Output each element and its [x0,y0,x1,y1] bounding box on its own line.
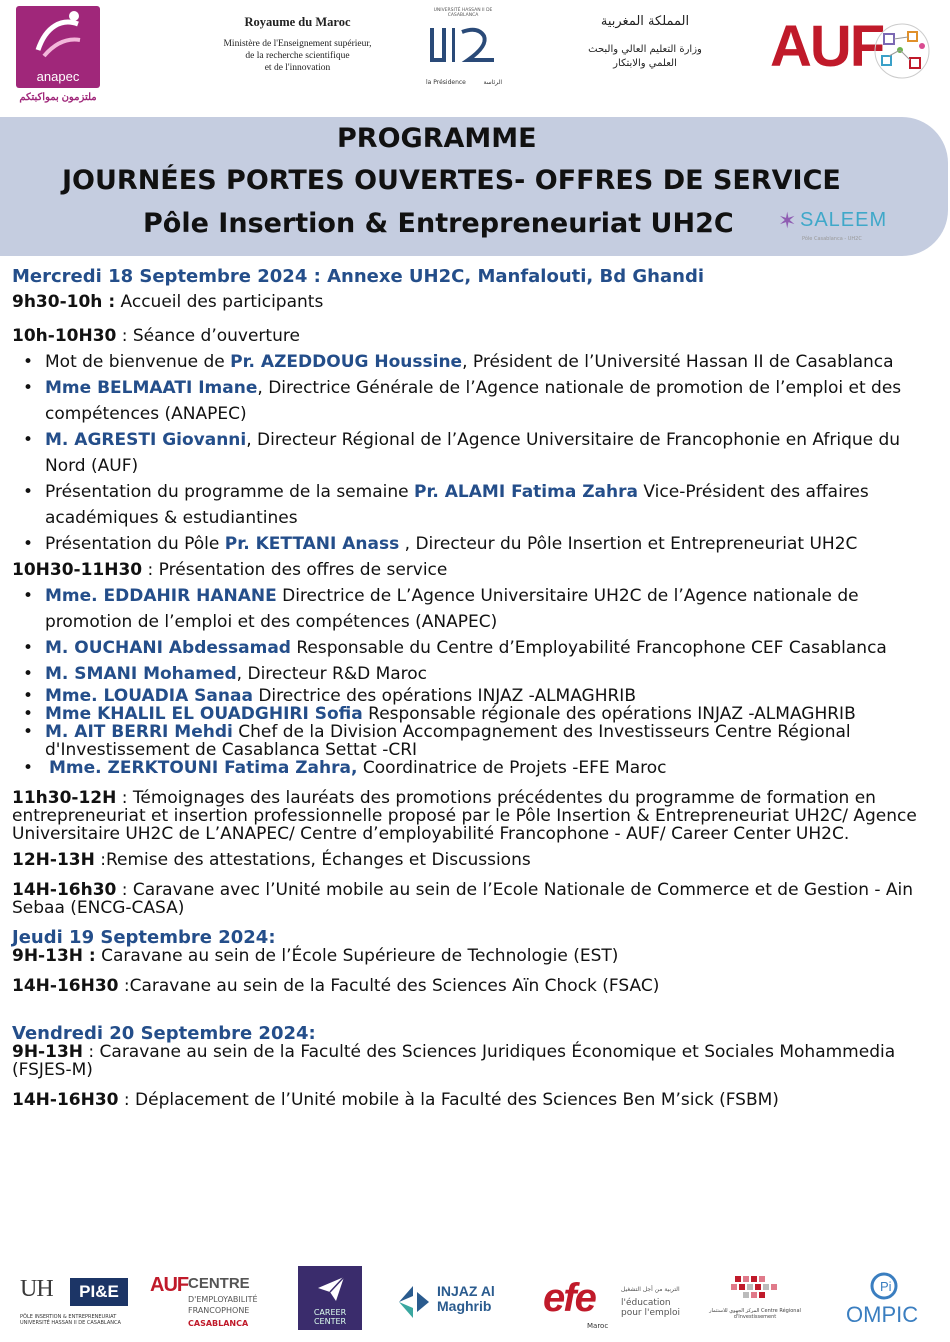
session-time: 9H-13H [12,1042,83,1062]
list-item: • Présentation du Pôle Pr. KETTANI Anass , Directeur du Pôle Insertion et Entrepreneuriat UH2C [45,531,946,557]
cef-sub: D'EMPLOYABILITÉ FRANCOPHONE [188,1295,258,1315]
saleem-star-icon: ✶ [778,209,797,234]
royaume-title: Royaume du Maroc [244,15,351,29]
auf-network-icon [870,20,934,82]
day-1-session-2 [12,323,946,349]
speaker-name: M. AGRESTI Giovanni [45,430,247,450]
session-text: Caravane au sein de l’École Supérieure de Technologie (EST) [95,946,619,966]
day-2-session-2 [12,977,946,995]
speaker-name: Pr. ALAMI Fatima Zahra [413,482,638,502]
anapec-logo [16,6,100,88]
session-time: 11h30-12H [12,788,117,808]
day-3-session-2 [12,1091,946,1109]
day-1-session-1 [12,289,946,315]
uh2c-logo [418,8,508,86]
speaker-name: Mme BELMAATI Imane [45,378,258,398]
session-text: : Présentation des offres de service [142,560,448,580]
injaz-mark-icon [395,1282,433,1320]
saleem-name: SALEEM [800,209,888,231]
arabic-title: المملكة المغربية [600,14,690,29]
speaker-name: Pr. KETTANI Anass [224,534,400,554]
cef-city: CASABLANCA [188,1319,249,1328]
day-2-title: Jeudi 19 Septembre 2024: [12,927,276,948]
session-time: 9h30-10h : [12,292,116,312]
session-text: :Caravane au sein de la Faculté des Sciences Aïn Chock (FSAC) [118,976,660,996]
cef-logo [150,1274,280,1330]
session-text: : Témoignages des lauréats des promotions précédentes du programme de formation en entrepreneuriat et insertion professionnelle proposé par le Pôle Insertion & Entrepreneuriat UH2C/ Agence Universitaire UH2C de L’ANAPEC/ Centre d’employabilité Francophone - AUF/ Career Center UH2C. [12,788,917,844]
session-time: 14H-16h30 [12,880,117,900]
arabic-ministry [575,43,715,71]
arabic-ministry-line-1: وزارة التعليم العالي والبحث [588,44,702,55]
day-2-session-1 [12,947,946,965]
efe-arabic: التربية من أجل التشغيل [621,1286,680,1293]
session-text: : Déplacement de l’Unité mobile à la Faculté des Sciences Ben M’sick (FSBM) [118,1090,779,1110]
speaker-name: M. SMANI Mohamed [45,664,237,684]
uh2c-presidence: la Présidence [426,79,466,86]
speaker-name: Mme KHALIL EL OUADGHIRI Sofia [45,704,363,724]
anapec-figure-icon [16,6,100,68]
day-1-session-3 [12,557,946,583]
efe-logo [543,1274,683,1330]
ple-uh-mark: UH [20,1276,53,1302]
list-item: • Mme. LOUADIA Sanaa Directrice des opérations INJAZ -ALMAGHRIB [45,687,946,705]
list-item: • Mme. ZERKTOUNI Fatima Zahra, Coordinatrice de Projets -EFE Maroc [45,759,946,777]
list-item: • Présentation du programme de la semaine Pr. ALAMI Fatima Zahra Vice-Président des affaires académiques & estudiantines [45,479,946,531]
day-3-session-1 [12,1043,946,1079]
session-time: 9H-13H : [12,946,96,966]
list-item: • Mme BELMAATI Imane, Directrice Générale de l’Agence nationale de promotion de l’emploi et des compétences (ANAPEC) [45,375,946,427]
ompic-logo [846,1270,926,1330]
service-offers-list-compact [12,687,946,777]
ompic-mark-icon [866,1270,906,1302]
session-text: : Caravane avec l’Unité mobile au sein de l’Ecole Nationale de Commerce et de Gestion - Ain Sebaa (ENCG-CASA) [12,880,914,918]
session-text: :Remise des attestations, Échanges et Discussions [94,850,531,870]
uh2c-emblem-icon [418,18,508,78]
uh2c-presidence-ar: الرئاسة [483,79,502,86]
day-1-session-4 [12,789,946,843]
auf-logo: AUF [770,14,884,79]
career-center-logo [298,1266,362,1330]
day-3-title: Vendredi 20 Septembre 2024: [12,1023,316,1044]
list-item: • Mme KHALIL EL OUADGHIRI Sofia Responsable régionale des opérations INJAZ -ALMAGHRIB [45,705,946,723]
cri-caption: المركز الجهوي للاستثمار Centre Régional d'Investissement [709,1308,801,1320]
ministere-name [205,38,390,74]
title-banner [0,117,948,256]
day-1-session-6 [12,881,946,917]
speaker-name: Mme. ZERKTOUNI Fatima Zahra, [49,758,358,778]
session-text: : Séance d’ouverture [116,326,300,346]
list-item: • M. SMANI Mohamed, Directeur R&D Maroc [45,661,946,687]
efe-french: l'éducation pour l'emploi [621,1298,680,1318]
saleem-logo [778,209,898,249]
arabic-ministry-line-2: العلمي والابتكار [613,58,677,69]
speaker-name: Mme. EDDAHIR HANANE [45,586,277,606]
session-time: 10H30-11H30 [12,560,143,580]
session-time: 14H-16H30 [12,976,119,996]
day-1-session-5 [12,851,946,869]
cef-title: CENTRE [188,1275,250,1292]
anapec-name: anapec [36,69,80,84]
banner-line-event: JOURNÉES PORTES OUVERTES- OFFRES DE SERVICE [62,165,841,196]
cef-auf-mark: AUF [150,1274,189,1296]
efe-mark: efe [543,1276,595,1320]
ple-box: PI&E [70,1278,128,1306]
banner-line-programme: PROGRAMME [337,123,537,154]
session-time: 14H-16H30 [12,1090,119,1110]
opening-speakers-list [12,349,946,557]
session-time: 10h-10H30 [12,326,117,346]
career-center-label: CAREER CENTER [313,1308,347,1326]
arabic-ministry-block [575,14,715,71]
efe-maroc: Maroc [587,1322,609,1330]
speaker-name: Pr. AZEDDOUG Houssine [230,352,463,372]
list-item: • Mme. EDDAHIR HANANE Directrice de L’Agence Universitaire UH2C de l’Agence nationale de promotion de l’emploi et des compétences (ANAPEC) [45,583,946,635]
paper-plane-icon [316,1274,346,1304]
ple-logo [20,1276,130,1326]
ompic-name: OMPIC [846,1302,919,1327]
svg-text:Pi: Pi [880,1279,892,1294]
footer-logos [0,1262,950,1342]
session-time: 12H-13H [12,850,95,870]
banner-line-pole: Pôle Insertion & Entrepreneuriat UH2C [143,208,734,239]
cri-mosaic-icon [705,1272,805,1306]
list-item: • M. AGRESTI Giovanni, Directeur Régional de l’Agence Universitaire de Francophonie en Afrique du Nord (AUF) [45,427,946,479]
ministere-line-2: de la recherche scientifique [245,51,350,61]
injaz-logo [395,1282,525,1322]
speaker-name: M. OUCHANI Abdessamad [45,638,291,658]
day-1-title: Mercredi 18 Septembre 2024 : Annexe UH2C, Manfalouti, Bd Ghandi [12,266,705,287]
injaz-name: INJAZ Al Maghrib [437,1283,495,1314]
session-text: : Caravane au sein de la Faculté des Sciences Juridiques Économique et Sociales Mohammedia (FSJES-M) [12,1042,896,1080]
session-text: Accueil des participants [115,292,324,312]
cri-logo [705,1272,805,1328]
speaker-name: M. AIT BERRI Mehdi [45,722,233,742]
list-item: • Mot de bienvenue de Pr. AZEDDOUG Houssine, Président de l’Université Hassan II de Casablanca [45,349,946,375]
service-offers-list [12,583,946,687]
royaume-block [205,15,390,74]
saleem-sub: Pôle Casablanca - UH2C [802,236,862,242]
anapec-slogan: ملتزمون بمواكبتكم [19,92,97,103]
header-logos [0,0,950,112]
programme-body [12,265,946,1109]
ministere-line-3: et de l'innovation [264,63,331,73]
list-item: • M. AIT BERRI Mehdi Chef de la Division Accompagnement des Investisseurs Centre Régional d'Investissement de Casablanca Settat -CRI [45,723,946,759]
ple-caption: PÔLE INSERTION & ENTREPRENEURIAT UNIVERSITÉ HASSAN II DE CASABLANCA [20,1314,121,1326]
speaker-name: Mme. LOUADIA Sanaa [45,686,253,706]
uh2c-caption: UNIVERSITÉ HASSAN II DE CASABLANCA [433,8,493,18]
list-item: • M. OUCHANI Abdessamad Responsable du Centre d’Employabilité Francophone CEF Casablanca [45,635,946,661]
ministere-line-1: Ministère de l'Enseignement supérieur, [223,39,372,49]
